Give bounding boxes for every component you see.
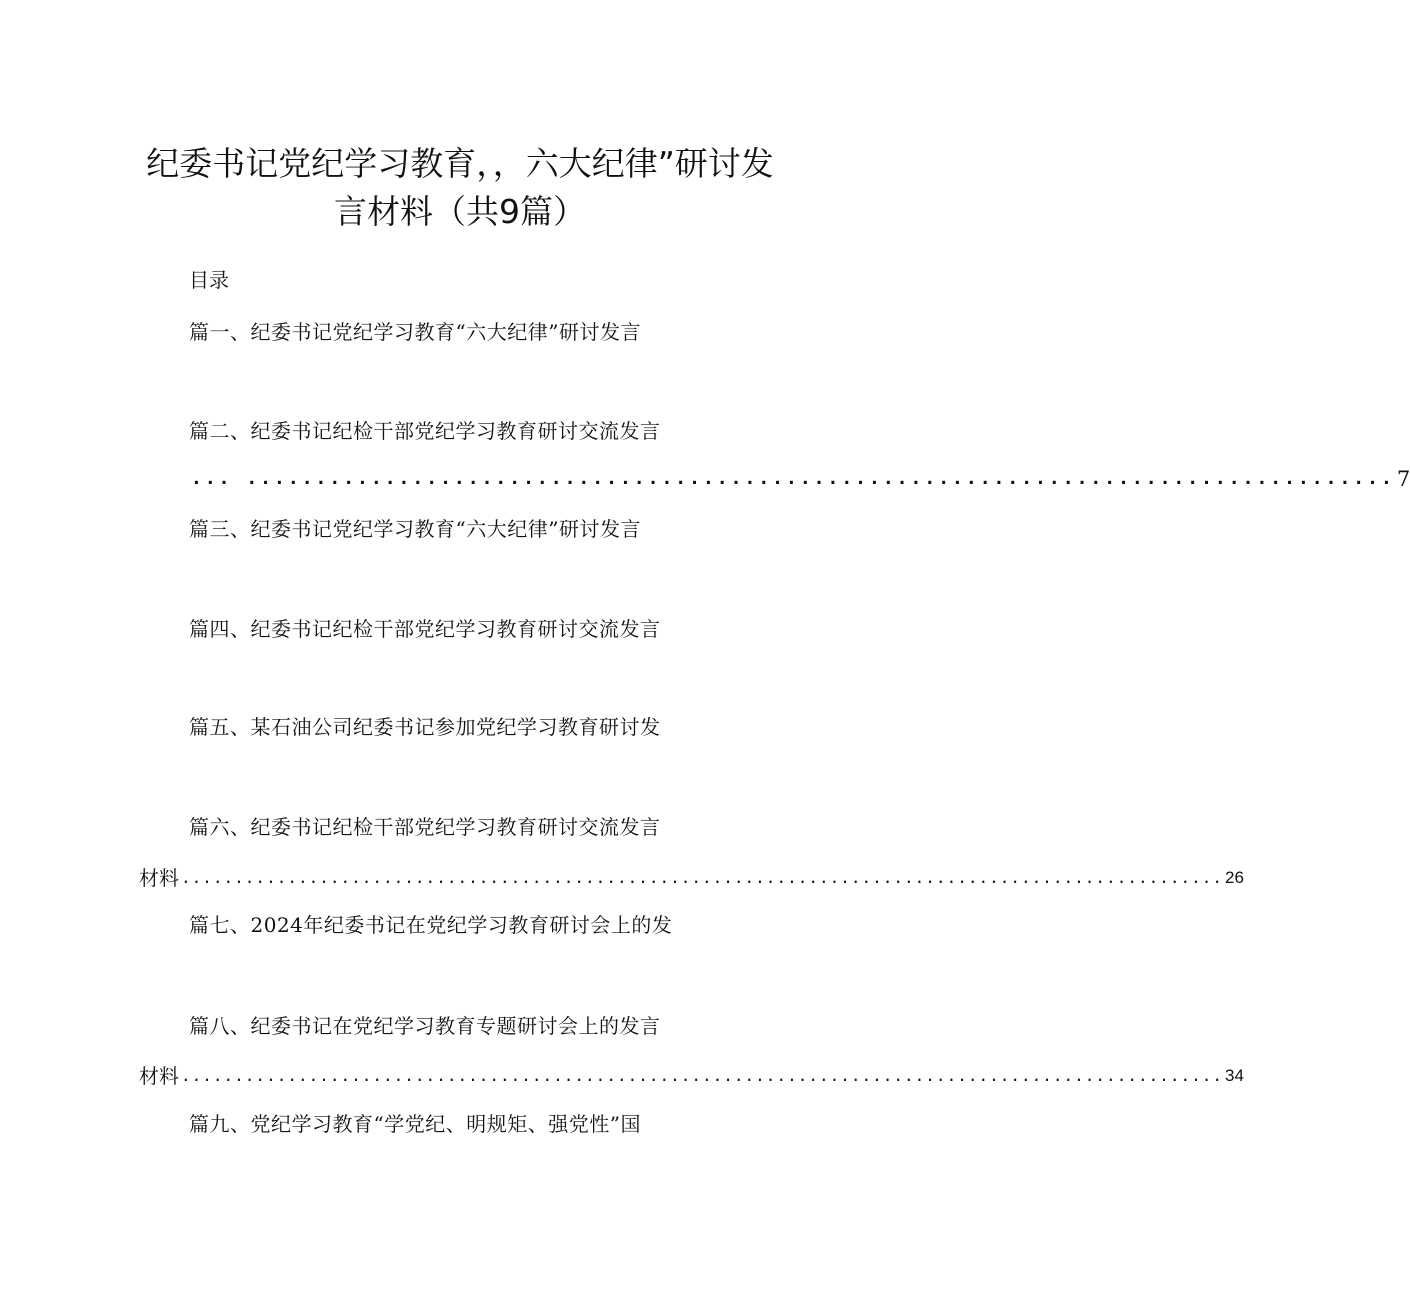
toc-entry-4[interactable]: 篇四、纪委书记纪检干部党纪学习教育研讨交流发言 [189, 617, 661, 641]
toc-entry-6-page: 26 [1225, 868, 1244, 887]
dot-leader: .................................................................................................. [181, 1066, 1224, 1085]
toc-entry-7[interactable]: 篇七、2024年纪委书记在党纪学习教育研讨会上的发 [189, 913, 673, 937]
toc-entry-5[interactable]: 篇五、某石油公司纪委书记参加党纪学习教育研讨发 [189, 715, 661, 739]
title-line-1: 纪委书记党纪学习教育，，六大纪律”研讨发 [146, 144, 774, 183]
dot-leader: ... ................................................................................... [191, 468, 1395, 489]
toc-entry-8-continuation: 材料 [139, 1064, 179, 1088]
toc-entry-6[interactable]: 篇六、纪委书记纪检干部党纪学习教育研讨交流发言 [189, 815, 661, 839]
dot-leader: .................................................................................................. [181, 868, 1224, 887]
toc-entry-3[interactable]: 篇三、纪委书记党纪学习教育“六大纪律”研讨发言 [189, 517, 641, 541]
toc-entry-8-leader[interactable] [139, 1062, 1244, 1090]
title-line-2: 言材料（共9篇） [334, 192, 586, 231]
toc-entry-6-leader[interactable] [139, 864, 1244, 892]
toc-entry-2-page: 7 [1396, 467, 1410, 491]
toc-entry-8-page: 34 [1225, 1066, 1244, 1085]
toc-heading: 目录 [189, 268, 229, 292]
toc-entry-2-leader[interactable] [189, 465, 1410, 493]
toc-entry-9[interactable]: 篇九、党纪学习教育“学党纪、明规矩、强党性”国 [189, 1112, 641, 1136]
toc-entry-1[interactable]: 篇一、纪委书记党纪学习教育“六大纪律”研讨发言 [189, 320, 641, 344]
toc-entry-8[interactable]: 篇八、纪委书记在党纪学习教育专题研讨会上的发言 [189, 1014, 661, 1038]
toc-entry-2[interactable]: 篇二、纪委书记纪检干部党纪学习教育研讨交流发言 [189, 419, 661, 443]
toc-entry-6-continuation: 材料 [139, 866, 179, 890]
